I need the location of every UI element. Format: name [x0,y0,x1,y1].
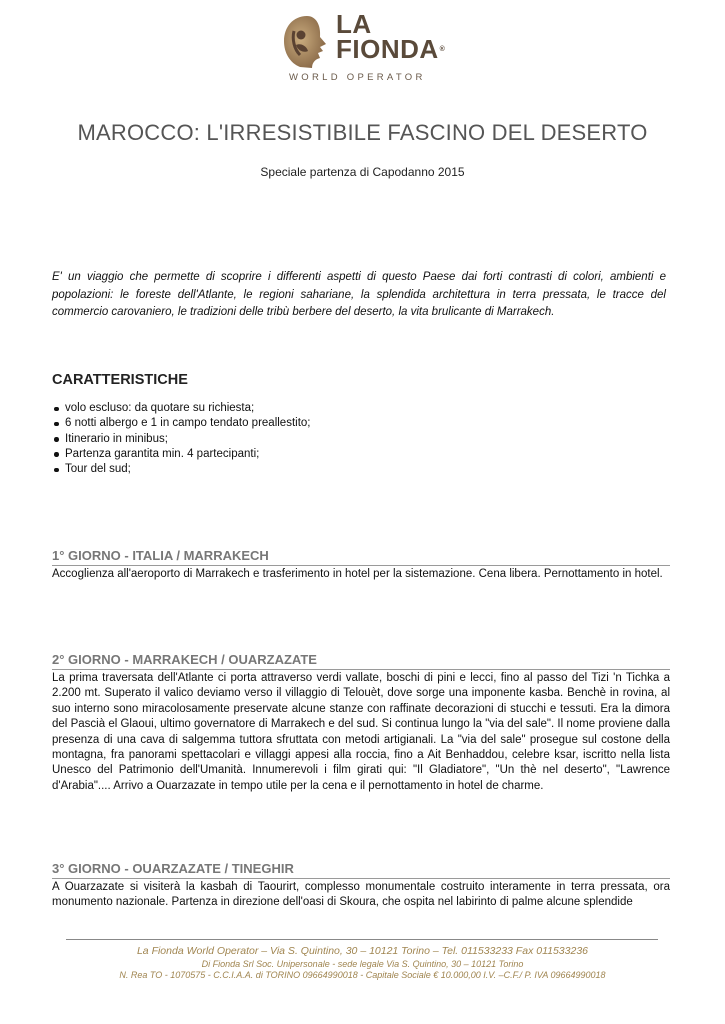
day-3-description: A Ouarzazate si visiterà la kasbah di Taourirt, complesso monumentale costruito interamente in terra pressata, ora monumento nazionale. Partenza in direzione dell'oasi di Skoura, che ospita nel labirinto di palme alcune splendide [52,881,670,909]
feature-text: volo escluso: da quotare su richiesta; [65,402,255,414]
footer-divider [66,939,658,940]
bullet-icon [54,452,59,457]
feature-text: Partenza garantita min. 4 partecipanti; [65,447,260,460]
day-1-section [52,548,670,582]
feature-text: Tour del sud; [65,463,131,476]
day-3-title: 3° GIORNO - OUARZAZATE / TINEGHIR [52,861,670,879]
company-logo [280,9,466,92]
bullet-icon [54,468,59,473]
bullet-icon [54,437,59,442]
logo-tagline: WORLD OPERATOR [289,72,426,83]
feature-text: 6 notti albergo e 1 in campo tendato preallestito; [65,417,311,430]
list-item [52,447,311,462]
day-1-description: Accoglienza all'aeroporto di Marrakech e trasferimento in hotel per la sistemazione. Cena libera. Pernottamento in hotel. [52,568,663,580]
bullet-icon [54,407,59,412]
logo-wordmark-line1: LA [336,9,372,39]
features-list [52,401,311,477]
day-2-section [52,652,670,794]
intro-paragraph: E' un viaggio che permette di scoprire i differenti aspetti di questo Paese dai forti contrasti di colori, ambienti e popolazioni: le foreste dell'Atlante, le regioni sahariane, la splendida architettura in terra pressata, le tracce del commercio carovaniero, le tradizioni delle tribù berbere del deserto, la vita brulicante di Marrakech. [52,271,666,318]
footer-legal-line: Di Fionda Srl Soc. Unipersonale - sede legale Via S. Quintino, 30 – 10121 Torino [201,959,524,969]
document-title: MAROCCO: L'IRRESISTIBILE FASCINO DEL DESERTO [77,120,648,145]
registered-mark: ® [439,46,446,53]
bullet-icon [54,422,59,427]
footer-registry-line: N. Rea TO - 1070575 - C.C.I.A.A. di TORINO 09664990018 - Capitale Sociale € 10.000,00 I.V. –C.F./ P. IVA 09664990018 [119,970,606,980]
feature-text: Itinerario in minibus; [65,432,168,445]
features-heading: CARATTERISTICHE [52,372,188,388]
list-item [52,462,311,477]
face-profile-icon [282,15,332,69]
list-item [52,401,311,416]
day-3-section [52,861,670,911]
day-2-description: La prima traversata dell'Atlante ci porta attraverso verdi vallate, boschi di pini e lecci, fino al passo del Tizi 'n Tichka a 2.200 mt. Superato il valico deviamo verso il villaggio di Telouèt, dove sorge una imponente kasba. Benchè in rovina, al suo interno sono miracolosamente preservate alcune stanze con raffinate decorazioni di stucchi e tessuti. Era la dimora del Pascià el Glaoui, ultimo governatore di Marrakech e del sud. Si continua lungo la "via del sale". Il nome proviene dalla presenza di una cava di salgemma tuttora sfruttata con metodi artigianali. La "via del sale" prosegue sul costone della montagna, fra panorami spettacolari e villaggi appesi alla roccia, fino a Ait Benhaddou, celebre ksar, iscritto nella lista Unesco del Patrimonio dell'Umanità. Innumerevoli i film girati qui: "Il Gladiatore", "Un thè nel deserto", "Lawrence d'Arabia".... Arrivo a Ouarzazate in tempo utile per la cena e il pernottamento in hotel de charme. [52,672,670,792]
day-1-title: 1° GIORNO - ITALIA / MARRAKECH [52,548,670,566]
logo-wordmark [336,9,446,64]
list-item [52,432,311,447]
day-2-title: 2° GIORNO - MARRAKECH / OUARZAZATE [52,652,670,670]
footer-company-line: La Fionda World Operator – Via S. Quintino, 30 – 10121 Torino – Tel. 011533233 Fax 011533236 [136,945,589,957]
logo-wordmark-line2: FIONDA [336,34,439,64]
list-item [52,416,311,431]
document-subtitle: Speciale partenza di Capodanno 2015 [260,165,465,179]
